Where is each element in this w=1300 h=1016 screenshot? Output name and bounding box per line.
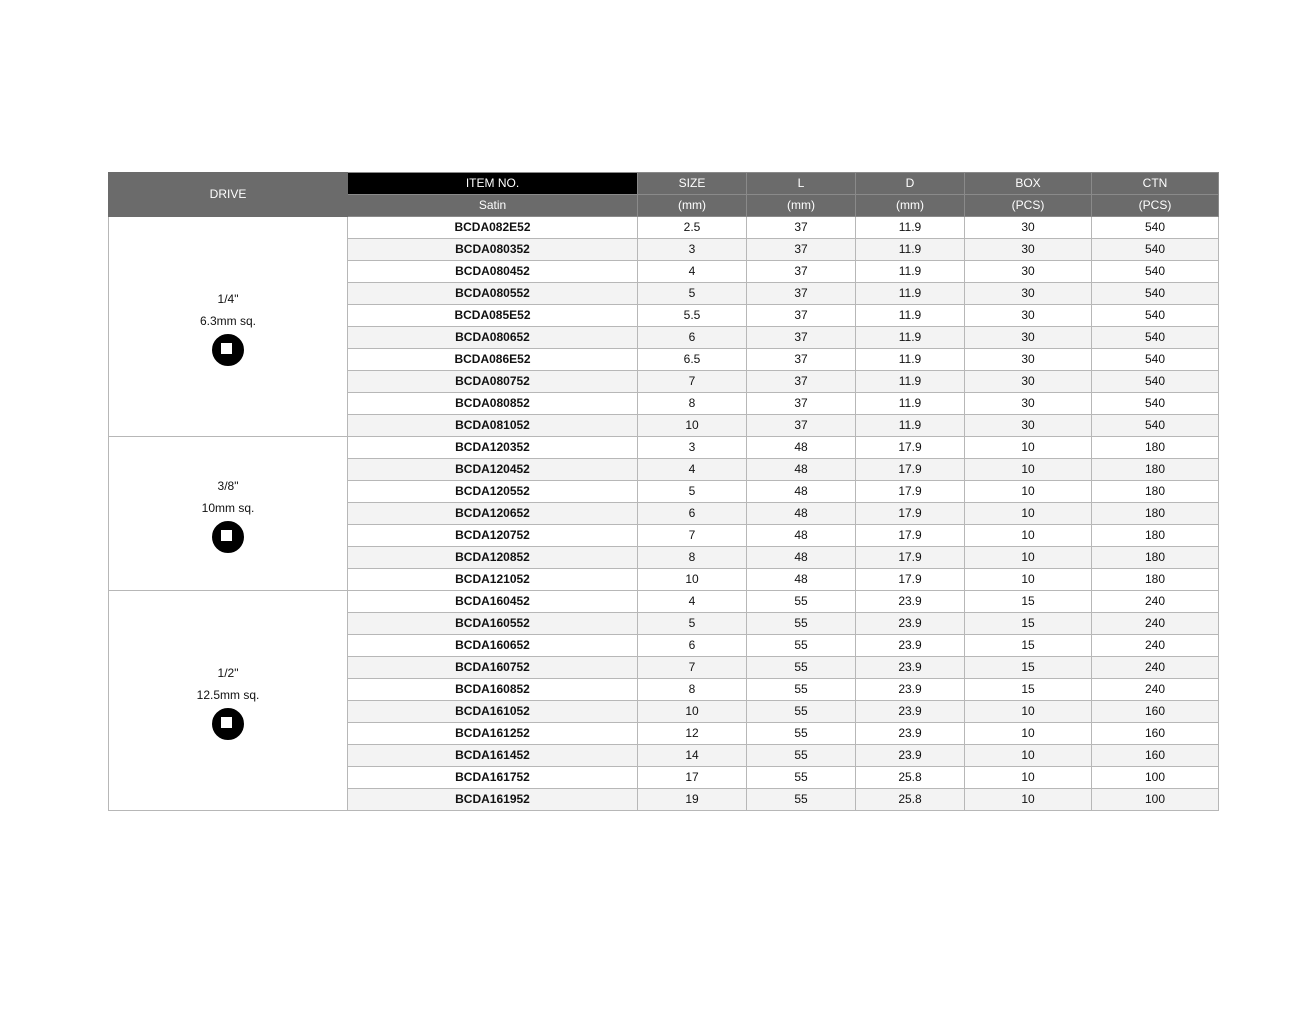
size-cell: 7 — [638, 657, 747, 679]
box-cell: 10 — [965, 569, 1092, 591]
size-cell: 4 — [638, 261, 747, 283]
ctn-cell: 240 — [1092, 657, 1219, 679]
l-cell: 37 — [747, 305, 856, 327]
d-cell: 17.9 — [856, 525, 965, 547]
item-no-cell: BCDA080852 — [348, 393, 638, 415]
l-cell: 37 — [747, 261, 856, 283]
drive-group-cell — [109, 591, 348, 811]
ctn-cell: 540 — [1092, 393, 1219, 415]
drive-square-label: 6.3mm sq. — [199, 313, 256, 328]
box-cell: 30 — [965, 261, 1092, 283]
d-cell: 23.9 — [856, 613, 965, 635]
ctn-cell: 160 — [1092, 745, 1219, 767]
l-cell: 55 — [747, 723, 856, 745]
size-cell: 8 — [638, 547, 747, 569]
size-cell: 5 — [638, 481, 747, 503]
item-no-cell: BCDA120752 — [348, 525, 638, 547]
table-row — [109, 437, 1219, 459]
size-cell: 2.5 — [638, 217, 747, 239]
item-no-cell: BCDA120352 — [348, 437, 638, 459]
size-header: SIZE — [638, 173, 747, 195]
d-cell: 17.9 — [856, 437, 965, 459]
ctn-cell: 540 — [1092, 261, 1219, 283]
size-cell: 5 — [638, 613, 747, 635]
d-cell: 11.9 — [856, 415, 965, 437]
l-cell: 48 — [747, 481, 856, 503]
item-no-cell: BCDA161052 — [348, 701, 638, 723]
l-cell: 37 — [747, 327, 856, 349]
ctn-cell: 160 — [1092, 701, 1219, 723]
item-no-cell: BCDA120452 — [348, 459, 638, 481]
d-cell: 17.9 — [856, 459, 965, 481]
box-cell: 10 — [965, 745, 1092, 767]
size-cell: 5.5 — [638, 305, 747, 327]
ctn-cell: 180 — [1092, 547, 1219, 569]
d-cell: 23.9 — [856, 635, 965, 657]
drive-group-cell — [109, 217, 348, 437]
ctn-cell: 180 — [1092, 437, 1219, 459]
item-no-cell: BCDA160852 — [348, 679, 638, 701]
drive-size-label: 1/2" — [217, 665, 239, 680]
d-cell: 23.9 — [856, 701, 965, 723]
l-cell: 55 — [747, 679, 856, 701]
box-cell: 30 — [965, 305, 1092, 327]
size-cell: 3 — [638, 239, 747, 261]
l-cell: 37 — [747, 349, 856, 371]
ctn-cell: 180 — [1092, 525, 1219, 547]
l-cell: 55 — [747, 701, 856, 723]
item-no-cell: BCDA080752 — [348, 371, 638, 393]
l-cell: 55 — [747, 613, 856, 635]
size-cell: 3 — [638, 437, 747, 459]
item-no-cell: BCDA086E52 — [348, 349, 638, 371]
box-cell: 10 — [965, 503, 1092, 525]
item-no-cell: BCDA080352 — [348, 239, 638, 261]
drive-square-label: 10mm sq. — [201, 500, 255, 515]
l-unit-header: (mm) — [747, 195, 856, 217]
size-cell: 8 — [638, 679, 747, 701]
d-cell: 11.9 — [856, 393, 965, 415]
item-no-cell: BCDA080652 — [348, 327, 638, 349]
square-drive-icon — [212, 334, 244, 366]
ctn-cell: 160 — [1092, 723, 1219, 745]
size-cell: 4 — [638, 591, 747, 613]
box-cell: 15 — [965, 657, 1092, 679]
size-cell: 6 — [638, 635, 747, 657]
drive-square-label: 12.5mm sq. — [196, 687, 260, 702]
box-cell: 30 — [965, 349, 1092, 371]
drive-size-label: 3/8" — [217, 478, 239, 493]
ctn-cell: 540 — [1092, 327, 1219, 349]
ctn-cell: 540 — [1092, 305, 1219, 327]
item-no-cell: BCDA081052 — [348, 415, 638, 437]
l-header: L — [747, 173, 856, 195]
ctn-cell: 540 — [1092, 283, 1219, 305]
item-no-cell: BCDA080452 — [348, 261, 638, 283]
d-cell: 11.9 — [856, 283, 965, 305]
ctn-cell: 240 — [1092, 613, 1219, 635]
ctn-header: CTN — [1092, 173, 1219, 195]
box-cell: 30 — [965, 371, 1092, 393]
size-cell: 7 — [638, 525, 747, 547]
table-row — [109, 591, 1219, 613]
item-no-cell: BCDA160552 — [348, 613, 638, 635]
box-cell: 10 — [965, 767, 1092, 789]
d-cell: 23.9 — [856, 679, 965, 701]
l-cell: 48 — [747, 437, 856, 459]
box-cell: 15 — [965, 635, 1092, 657]
box-cell: 15 — [965, 613, 1092, 635]
l-cell: 55 — [747, 789, 856, 811]
finish-header: Satin — [348, 195, 638, 217]
box-cell: 30 — [965, 393, 1092, 415]
ctn-cell: 540 — [1092, 239, 1219, 261]
size-cell: 10 — [638, 569, 747, 591]
box-cell: 30 — [965, 415, 1092, 437]
spec-table — [108, 172, 1219, 811]
ctn-cell: 540 — [1092, 415, 1219, 437]
item-no-cell: BCDA085E52 — [348, 305, 638, 327]
l-cell: 37 — [747, 283, 856, 305]
drive-header: DRIVE — [109, 173, 348, 217]
l-cell: 55 — [747, 635, 856, 657]
size-cell: 17 — [638, 767, 747, 789]
l-cell: 48 — [747, 569, 856, 591]
box-cell: 10 — [965, 723, 1092, 745]
box-cell: 30 — [965, 327, 1092, 349]
size-cell: 14 — [638, 745, 747, 767]
item-no-cell: BCDA161752 — [348, 767, 638, 789]
box-cell: 15 — [965, 591, 1092, 613]
box-cell: 30 — [965, 239, 1092, 261]
ctn-cell: 100 — [1092, 767, 1219, 789]
l-cell: 48 — [747, 503, 856, 525]
ctn-cell: 240 — [1092, 591, 1219, 613]
size-cell: 8 — [638, 393, 747, 415]
d-cell: 17.9 — [856, 547, 965, 569]
d-cell: 11.9 — [856, 305, 965, 327]
box-cell: 10 — [965, 459, 1092, 481]
size-cell: 12 — [638, 723, 747, 745]
d-cell: 17.9 — [856, 569, 965, 591]
ctn-cell: 180 — [1092, 503, 1219, 525]
size-cell: 6 — [638, 327, 747, 349]
square-drive-icon — [212, 521, 244, 553]
l-cell: 37 — [747, 217, 856, 239]
box-cell: 15 — [965, 679, 1092, 701]
item-no-header: ITEM NO. — [348, 173, 638, 195]
l-cell: 55 — [747, 591, 856, 613]
l-cell: 48 — [747, 525, 856, 547]
ctn-cell: 540 — [1092, 371, 1219, 393]
ctn-cell: 540 — [1092, 217, 1219, 239]
item-no-cell: BCDA082E52 — [348, 217, 638, 239]
d-cell: 11.9 — [856, 239, 965, 261]
size-cell: 10 — [638, 701, 747, 723]
size-cell: 10 — [638, 415, 747, 437]
box-cell: 10 — [965, 525, 1092, 547]
l-cell: 55 — [747, 767, 856, 789]
item-no-cell: BCDA160752 — [348, 657, 638, 679]
d-cell: 17.9 — [856, 503, 965, 525]
item-no-cell: BCDA161952 — [348, 789, 638, 811]
table-body — [109, 217, 1219, 811]
d-cell: 23.9 — [856, 745, 965, 767]
l-cell: 55 — [747, 657, 856, 679]
box-cell: 30 — [965, 283, 1092, 305]
l-cell: 37 — [747, 371, 856, 393]
ctn-cell: 240 — [1092, 635, 1219, 657]
box-cell: 10 — [965, 789, 1092, 811]
item-no-cell: BCDA120852 — [348, 547, 638, 569]
table-header — [109, 173, 1219, 217]
item-no-cell: BCDA161252 — [348, 723, 638, 745]
d-cell: 25.8 — [856, 789, 965, 811]
d-cell: 11.9 — [856, 261, 965, 283]
d-cell: 11.9 — [856, 349, 965, 371]
d-cell: 23.9 — [856, 723, 965, 745]
box-cell: 10 — [965, 547, 1092, 569]
box-cell: 10 — [965, 437, 1092, 459]
l-cell: 55 — [747, 745, 856, 767]
ctn-cell: 180 — [1092, 481, 1219, 503]
ctn-unit-header: (PCS) — [1092, 195, 1219, 217]
size-cell: 5 — [638, 283, 747, 305]
d-header: D — [856, 173, 965, 195]
ctn-cell: 180 — [1092, 569, 1219, 591]
d-cell: 23.9 — [856, 591, 965, 613]
l-cell: 37 — [747, 239, 856, 261]
item-no-cell: BCDA120652 — [348, 503, 638, 525]
size-cell: 19 — [638, 789, 747, 811]
ctn-cell: 540 — [1092, 349, 1219, 371]
l-cell: 48 — [747, 459, 856, 481]
d-cell: 23.9 — [856, 657, 965, 679]
d-cell: 25.8 — [856, 767, 965, 789]
drive-size-label: 1/4" — [217, 291, 239, 306]
size-cell: 6.5 — [638, 349, 747, 371]
d-cell: 11.9 — [856, 371, 965, 393]
table-row — [109, 217, 1219, 239]
ctn-cell: 180 — [1092, 459, 1219, 481]
box-header: BOX — [965, 173, 1092, 195]
box-cell: 10 — [965, 701, 1092, 723]
box-cell: 10 — [965, 481, 1092, 503]
item-no-cell: BCDA160652 — [348, 635, 638, 657]
d-cell: 11.9 — [856, 217, 965, 239]
item-no-cell: BCDA160452 — [348, 591, 638, 613]
l-cell: 37 — [747, 393, 856, 415]
l-cell: 48 — [747, 547, 856, 569]
size-cell: 4 — [638, 459, 747, 481]
size-cell: 7 — [638, 371, 747, 393]
square-drive-icon — [212, 708, 244, 740]
size-cell: 6 — [638, 503, 747, 525]
ctn-cell: 100 — [1092, 789, 1219, 811]
box-cell: 30 — [965, 217, 1092, 239]
d-cell: 17.9 — [856, 481, 965, 503]
ctn-cell: 240 — [1092, 679, 1219, 701]
box-unit-header: (PCS) — [965, 195, 1092, 217]
d-cell: 11.9 — [856, 327, 965, 349]
l-cell: 37 — [747, 415, 856, 437]
item-no-cell: BCDA161452 — [348, 745, 638, 767]
size-unit-header: (mm) — [638, 195, 747, 217]
d-unit-header: (mm) — [856, 195, 965, 217]
item-no-cell: BCDA080552 — [348, 283, 638, 305]
drive-group-cell — [109, 437, 348, 591]
item-no-cell: BCDA121052 — [348, 569, 638, 591]
item-no-cell: BCDA120552 — [348, 481, 638, 503]
